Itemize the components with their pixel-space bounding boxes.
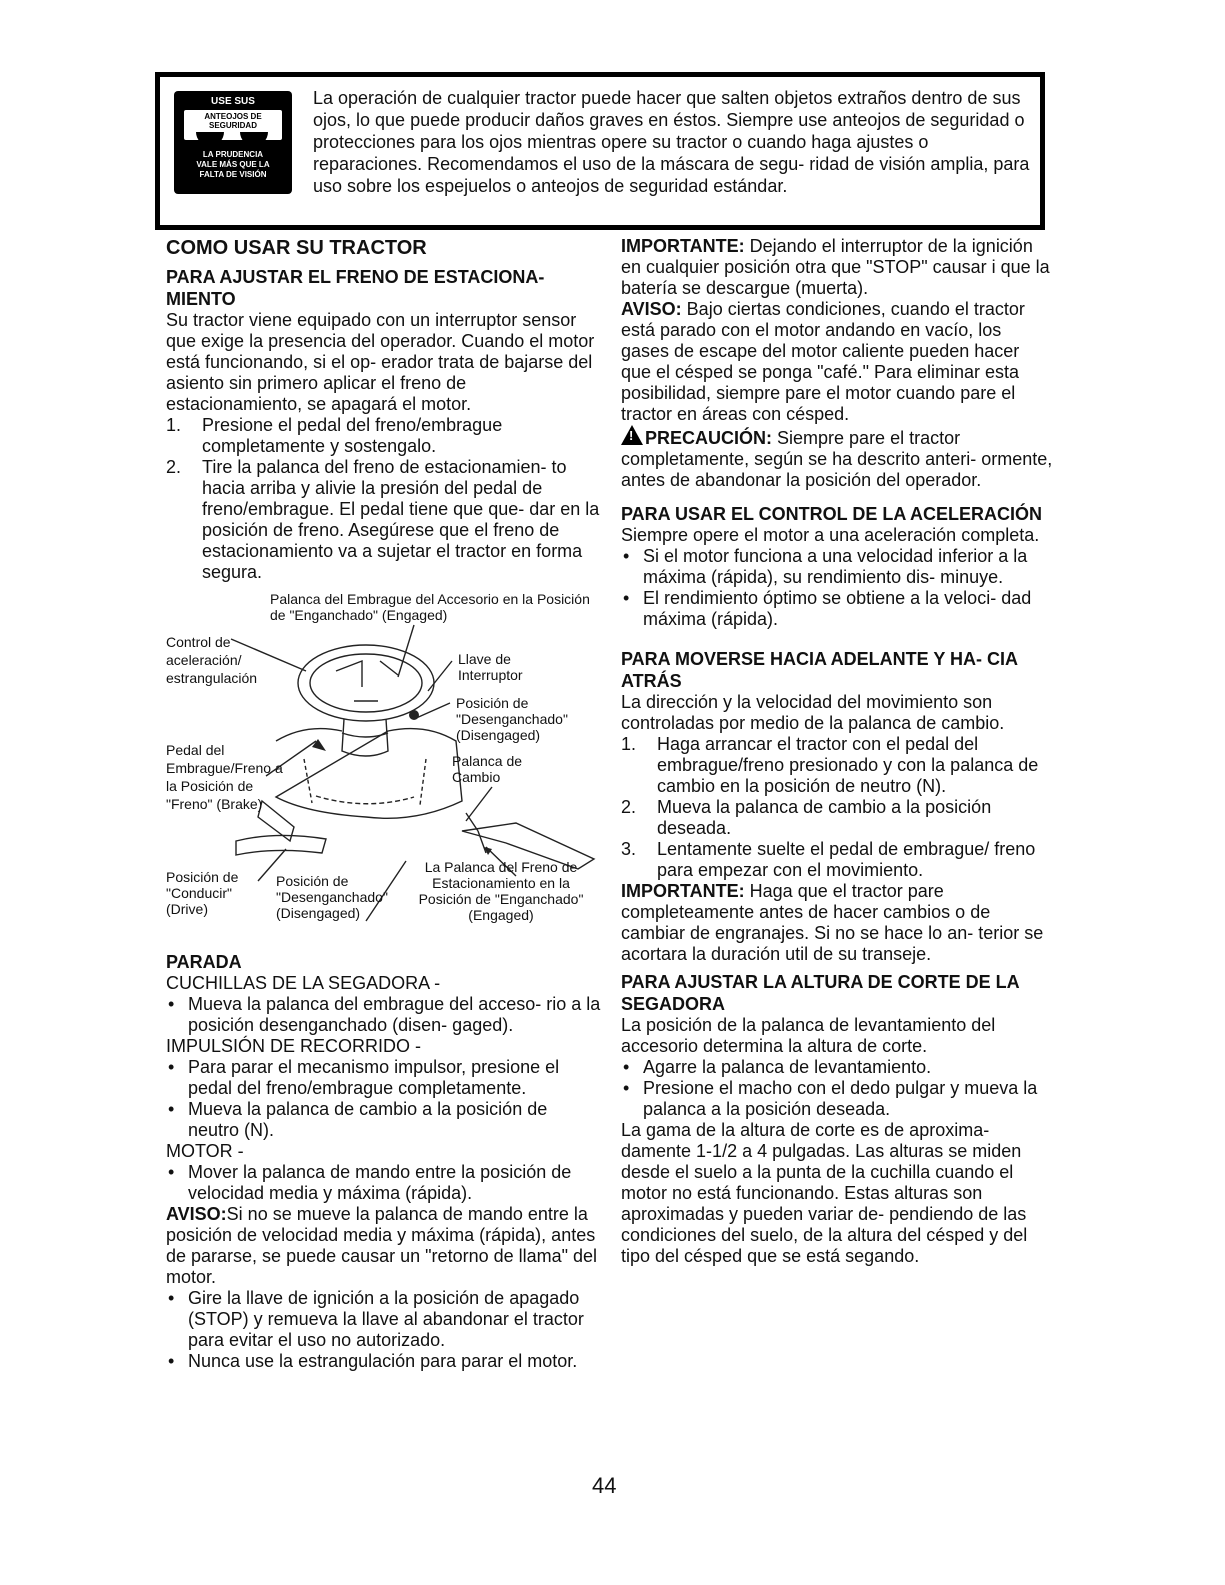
throttle-intro: Siempre opere el motor a una aceleración completa. [621, 525, 1040, 545]
label-disengaged-top: Posición de "Desenganchado" (Disengaged) [456, 695, 568, 743]
move-intro: La dirección y la velocidad del movimiento son controladas por medio de la palanca de cambio. [621, 692, 1005, 733]
left-column [166, 236, 601, 1372]
engine-list-2 [166, 1288, 601, 1372]
move-steps [621, 734, 1053, 881]
move-heading: PARA MOVERSE HACIA ADELANTE Y HA- CIA ATRÁS [621, 649, 1018, 691]
ground-drive-list [166, 1057, 601, 1141]
label-clutch-engaged: Palanca del Embrague del Accesorio en la Posición de "Enganchado" (Engaged) [270, 591, 590, 623]
list-item: • El rendimiento óptimo se obtiene a la veloci- dad máxima (rápida). [621, 588, 1053, 630]
list-item: • Para parar el mecanismo impulsor, presione el pedal del freno/embrague completamente. [166, 1057, 601, 1099]
blades-label: CUCHILLAS DE LA SEGADORA - [166, 973, 441, 993]
stop-heading: PARADA [166, 952, 242, 972]
brake-intro: Su tractor viene equipado con un interruptor sensor que exige la presencia del operador. Cuando el motor está funcionando, si el op- erador trata de bajarse del asiento sin primero aplicar el freno de estacionamiento, se apagará el motor. [166, 310, 595, 414]
page-number: 44 [592, 1473, 617, 1498]
list-item: • Presione el macho con el dedo pulgar y mueva la palanca a la posición deseada. [621, 1078, 1053, 1120]
icon-text-line4: LA PRUDENCIA [202, 150, 264, 159]
brake-heading: PARA AJUSTAR EL FRENO DE ESTACIONA- MIENTO [166, 267, 545, 309]
section-title: COMO USAR SU TRACTOR [166, 237, 427, 259]
caution-paragraph: !PRECAUCIÓN: Siempre pare el tractor completamente, según se ha descrito anteri- ormente, antes de abandonar la posición del operador. [621, 425, 1053, 491]
list-item: • Mover la palanca de mando entre la posición de velocidad media y máxima (rápida). [166, 1162, 601, 1204]
safety-glasses-icon [174, 91, 292, 194]
list-item: 2. Mueva la palanca de cambio a la posición deseada. [621, 797, 992, 838]
label-disengaged-bottom: Posición de "Desenganchado" (Disengaged) [276, 873, 388, 921]
engine-list [166, 1162, 601, 1204]
ground-drive-label: IMPULSIÓN DE RECORRIDO - [166, 1036, 422, 1056]
label-drive: Posición de "Conducir" (Drive) [166, 869, 239, 917]
label-shift-lever: Palanca de Cambio [452, 753, 523, 785]
throttle-heading: PARA USAR EL CONTROL DE LA ACELERACIÓN [621, 504, 1043, 524]
icon-text-line5: VALE MÁS QUE LA [196, 160, 270, 169]
list-item: 1. Presione el pedal del freno/embrague completamente y sostengalo. [166, 415, 503, 456]
brake-steps [166, 415, 601, 583]
list-item: • Agarre la palanca de levantamiento. [621, 1057, 1053, 1078]
important-paragraph-2: IMPORTANTE: Haga que el tractor pare completeamente antes de hacer cambios o de cambiar de engranajes. Si no se hace lo an- terior se acortara la duración util de su transeje. [621, 881, 1044, 964]
list-item: • Mueva la palanca de cambio a la posición de neutro (N). [166, 1099, 601, 1141]
label-parking-brake: La Palanca del Freno de Estacionamiento en la Posición de "Enganchado" (Engaged) [418, 859, 584, 923]
icon-text-line6: FALTA DE VISIÓN [199, 170, 267, 179]
notice-paragraph-right: AVISO: Bajo ciertas condiciones, cuando el tractor está parado con el motor andando en vacío, los gases de escape del motor caliente pueden hacer que el césped se ponga "café." Para eliminar esta posibilidad, siempre pare el motor cuando pare el tractor en áreas con césped. [621, 299, 1025, 424]
list-item: 2. Tire la palanca del freno de estacionamien- to hacia arriba y alivie la presión del pedal de freno/embrague. El pedal tiene que que- dar en la posición de freno. Asegúrese que el freno de estacionamiento va a sujetar el tractor en forma segura. [166, 457, 600, 582]
label-brake-pedal: Pedal del Embrague/Freno a la Posición de "Freno" (Brake) [166, 742, 283, 812]
warning-text: La operación de cualquier tractor puede hacer que salten objetos extraños dentro de sus ojos, lo que puede producir daños graves en éstos. Siempre use anteojos de seguridad o protecciones para los ojos mientras opere su tractor o cuando haga ajustes o reparaciones. Recomendamos el uso de la máscara de segu- ridad de visión amplia, para uso sobre los espejuelos o anteojos de seguridad estándar. [313, 88, 1030, 196]
engine-label: MOTOR - [166, 1141, 244, 1161]
right-column [621, 236, 1053, 1267]
cut-height-text: La gama de la altura de corte es de aproxima- damente 1-1/2 a 4 pulgadas. Las alturas se miden desde el suelo a la punta de la cuchilla cuando el motor no está funcionando. Estas alturas son aproximadas y pueden variar de- pendiendo de las condiciones del suelo, de la altura del césped y del tipo del césped que se está segando. [621, 1120, 1028, 1266]
goggles-icon [174, 132, 292, 144]
warning-triangle-icon [621, 425, 643, 445]
list-item: • Si el motor funciona a una velocidad inferior a la máxima (rápida), su rendimiento dis- minuye. [621, 546, 1053, 588]
throttle-list [621, 546, 1053, 630]
cut-height-list [621, 1057, 1053, 1120]
icon-text-line1: USE SUS [211, 96, 255, 107]
list-item: 3. Lentamente suelte el pedal de embrague/ freno para empezar con el movimiento. [621, 839, 1036, 880]
label-throttle: Control de aceleración/ estrangulación [166, 634, 258, 686]
blades-list [166, 994, 601, 1036]
icon-text-line2: ANTEOJOS DE [204, 112, 262, 121]
cut-height-heading: PARA AJUSTAR LA ALTURA DE CORTE DE LA SEGADORA [621, 972, 1019, 1014]
list-item: 1. Haga arrancar el tractor con el pedal del embrague/freno presionado y con la palanca de cambio en la posición de neutro (N). [621, 734, 1039, 796]
label-key-switch: Llave de Interruptor [458, 651, 523, 683]
cut-height-intro: La posición de la palanca de levantamiento del accesorio determina la altura de corte. [621, 1015, 996, 1056]
list-item: • Nunca use la estrangulación para parar el motor. [166, 1351, 601, 1372]
icon-text-line3: SEGURIDAD [208, 121, 257, 130]
tractor-controls-figure [166, 591, 596, 951]
safety-warning-box [155, 72, 1045, 230]
list-item: • Mueva la palanca del embrague del acceso- rio a la posición desenganchado (disen- gaged). [166, 994, 601, 1036]
list-item: • Gire la llave de ignición a la posición de apagado (STOP) y remueva la llave al abandonar el tractor para evitar el uso no autorizado. [166, 1288, 601, 1351]
notice-paragraph: AVISO:Si no se mueve la palanca de mando entre la posición de velocidad media y máxima (rápida), antes de pararse, se puede causar un "retorno de llama" del motor. [166, 1204, 598, 1287]
important-paragraph-1: IMPORTANTE: Dejando el interruptor de la ignición en cualquier posición otra que "STOP" causar i que la batería se descargue (muerta). [621, 236, 1050, 298]
